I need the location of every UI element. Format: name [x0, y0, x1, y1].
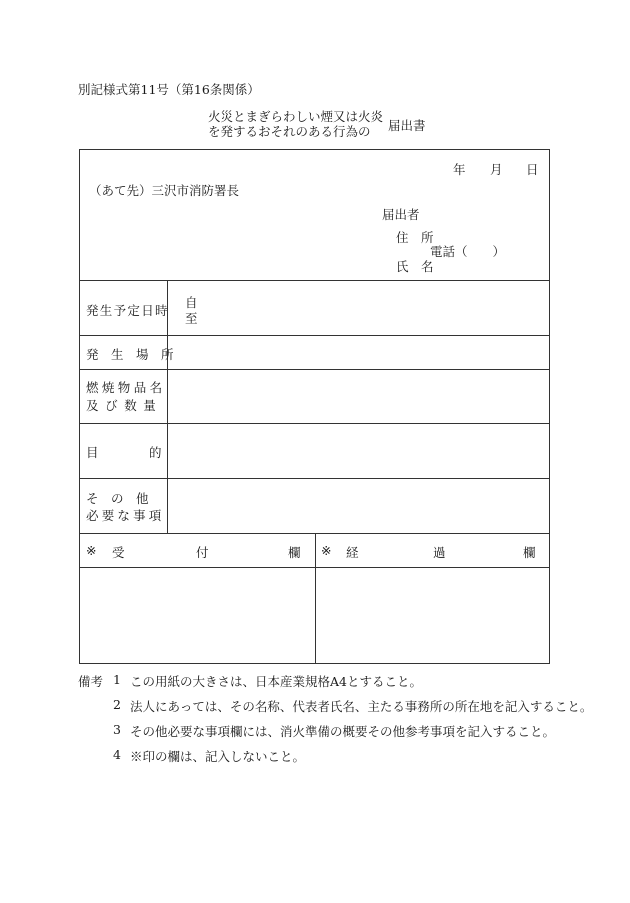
- date-day: 日: [526, 162, 539, 177]
- form-table: [79, 149, 550, 664]
- title-suffix: 届出書: [388, 118, 426, 133]
- note-text: ※印の欄は、記入しないこと。: [130, 749, 306, 764]
- name-label: 氏 名: [396, 259, 434, 274]
- rule-place-bottom: [80, 369, 549, 370]
- notifier-label: 届出者: [382, 207, 420, 222]
- form-title: [208, 109, 383, 139]
- note-number: 2: [113, 697, 121, 712]
- datetime-from: 自: [185, 295, 198, 310]
- date-year: 年: [453, 162, 466, 177]
- place-label: 発 生 場 所: [86, 347, 174, 362]
- title-line-2: を発するおそれのある行為の: [208, 124, 371, 139]
- material-label-line-2: 及び数量: [86, 398, 163, 413]
- form-number-label: 別記様式第11号（第16条関係）: [78, 82, 260, 97]
- progress-char-2: 過: [433, 545, 446, 560]
- note-number: 3: [113, 722, 121, 737]
- progress-mark: ※: [321, 543, 332, 558]
- progress-char-1: 経: [346, 545, 359, 560]
- note-number: 1: [113, 672, 121, 687]
- note-text: 法人にあっては、その名称、代表者氏名、主たる事務所の所在地を記入すること。: [130, 699, 593, 714]
- other-label-line-2: 必要な事項: [86, 508, 165, 523]
- reception-char-2: 付: [196, 545, 209, 560]
- note-text: その他必要な事項欄には、消火準備の概要その他参考事項を記入すること。: [130, 724, 556, 739]
- material-label-line-1: 燃焼物品名: [86, 380, 166, 395]
- rule-material-bottom: [80, 423, 549, 424]
- rule-bottom-split: [315, 533, 316, 664]
- notes-heading: 備考: [78, 674, 104, 689]
- other-label-line-1: そ の 他: [86, 491, 149, 506]
- purpose-label-b: 的: [149, 445, 162, 460]
- datetime-to: 至: [185, 311, 198, 326]
- date-month: 月: [490, 162, 503, 177]
- phone-label: 電話（ ）: [430, 244, 506, 259]
- reception-char-3: 欄: [288, 545, 301, 560]
- purpose-label-a: 目: [86, 445, 99, 460]
- progress-char-3: 欄: [523, 545, 536, 560]
- address-label: 住 所: [396, 230, 434, 245]
- rule-header-bottom: [80, 280, 549, 281]
- rule-purpose-bottom: [80, 478, 549, 479]
- reception-mark: ※: [86, 543, 97, 558]
- title-line-1: 火災とまぎらわしい煙又は火炎: [208, 109, 384, 124]
- datetime-label: 発生予定日時: [86, 303, 169, 318]
- reception-char-1: 受: [112, 545, 125, 560]
- addressee: （あて先）三沢市消防署長: [89, 183, 240, 198]
- note-text: この用紙の大きさは、日本産業規格A4とすること。: [130, 674, 422, 689]
- note-number: 4: [113, 747, 121, 762]
- rule-datetime-bottom: [80, 335, 549, 336]
